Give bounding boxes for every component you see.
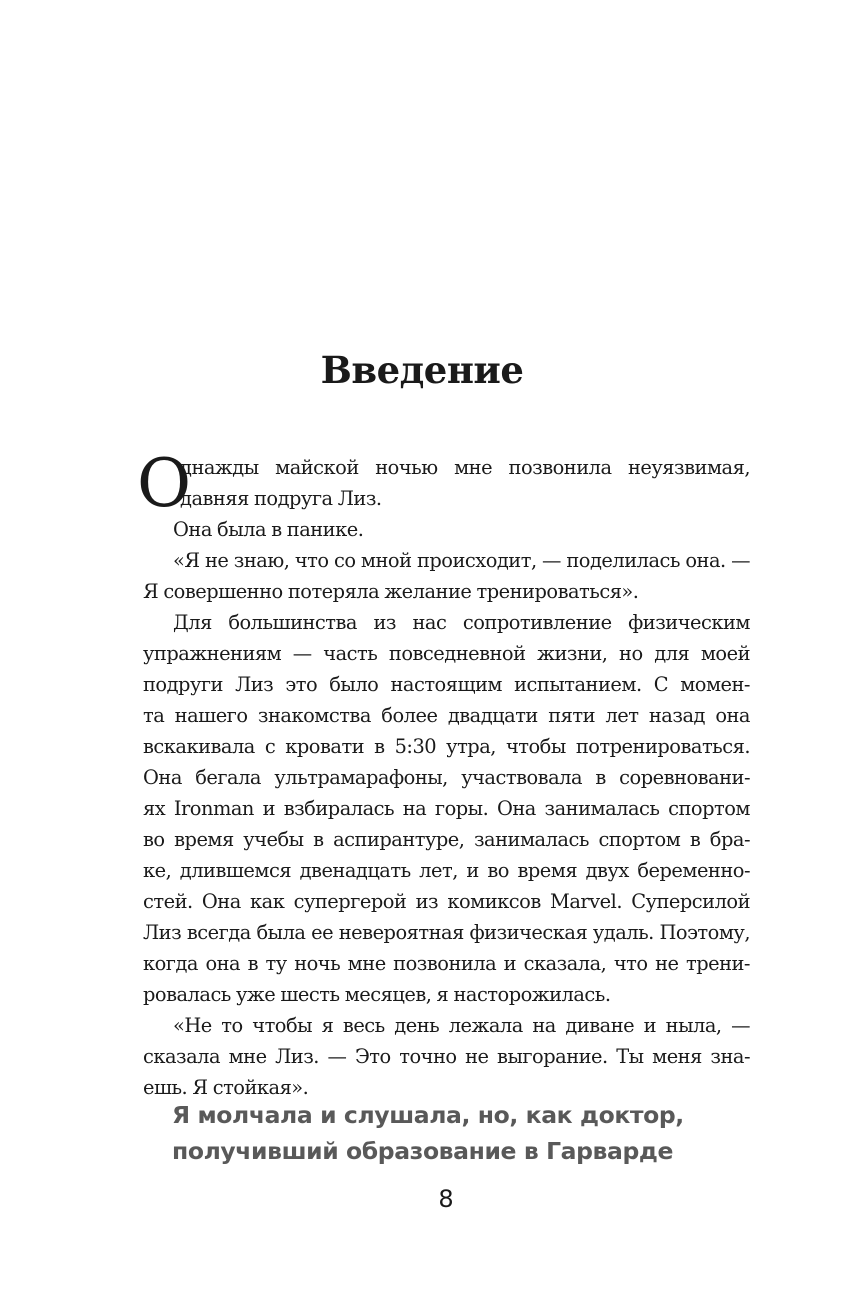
text-line: ях Ironman и взбиралась на горы. Она занималась спортом: [143, 797, 750, 820]
text-line: сказала мне Лиз. — Это точно не выгорание. Ты меня зна-: [143, 1045, 750, 1068]
text-line: «Не то чтобы я весь день лежала на диване и ныла, —: [173, 1014, 750, 1037]
text-line: упражнениям — часть повседневной жизни, но для моей: [143, 642, 750, 665]
text-line: ке, длившемся двенадцать лет, и во время двух беременно-: [143, 859, 750, 882]
text-line: подруги Лиз это было настоящим испытанием. С момен-: [143, 673, 750, 696]
text-line: ешь. Я стойкая».: [143, 1076, 309, 1099]
text-line: «Я не знаю, что со мной происходит, — поделилась она. —: [173, 549, 750, 572]
paragraph-3: [143, 545, 750, 607]
pull-quote-line: Я молчала и слушала, но, как доктор,: [172, 1101, 684, 1129]
chapter-title: Введение: [320, 348, 524, 392]
text-line: когда она в ту ночь мне позвонила и сказала, что не трени-: [143, 952, 750, 975]
text-line: вскакивала с кровати в 5:30 утра, чтобы потренироваться.: [143, 735, 750, 758]
drop-cap: О: [137, 445, 191, 522]
body-text: [137, 445, 750, 1103]
text-line: Я совершенно потеряла желание тренироваться».: [143, 580, 639, 603]
text-line: Лиз всегда была ее невероятная физическая удаль. Поэтому,: [143, 921, 750, 944]
paragraph-2: [143, 514, 750, 545]
text-line: во время учебы в аспирантуре, занималась спортом в бра-: [143, 828, 750, 851]
text-line: ровалась уже шесть месяцев, я насторожилась.: [143, 983, 611, 1006]
paragraph-4: [143, 607, 750, 1010]
pull-quote: [172, 1097, 772, 1169]
drop-cap-block: [137, 445, 750, 522]
text-line: Она была в панике.: [173, 518, 364, 541]
page-number: 8: [438, 1185, 454, 1213]
text-line: Для большинства из нас сопротивление физическим: [173, 611, 750, 634]
text-line: давняя подруга Лиз.: [180, 487, 382, 510]
paragraph-1: [137, 445, 750, 522]
pull-quote-line: получивший образование в Гарварде: [172, 1137, 674, 1165]
text-line: днажды майской ночью мне позвонила неуязвимая,: [180, 456, 750, 479]
text-line: та нашего знакомства более двадцати пяти лет назад она: [143, 704, 750, 727]
paragraph-5: [143, 1010, 750, 1103]
text-line: Она бегала ультрамарафоны, участвовала в соревновани-: [143, 766, 750, 789]
text-line: стей. Она как супергерой из комиксов Marvel. Суперсилой: [143, 890, 750, 913]
